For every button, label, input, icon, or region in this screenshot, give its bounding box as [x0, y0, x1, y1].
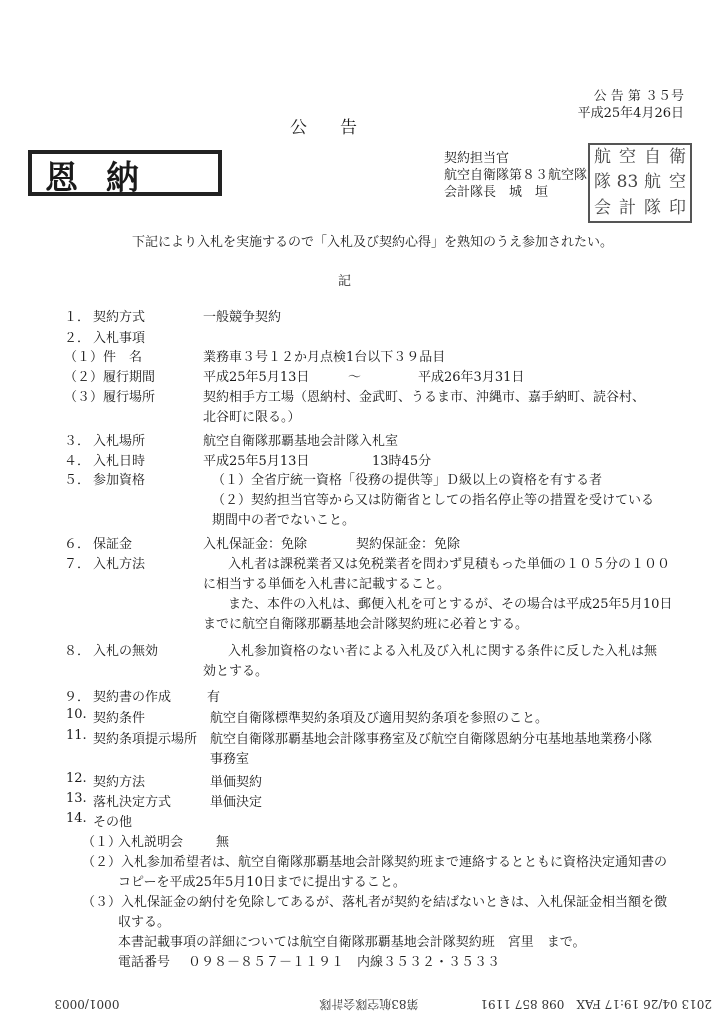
bid-method-line: また、本件の入札は、郵便入札を可とするが、その場合は平成25年5月10日 [228, 597, 673, 612]
other-2-line: （２）入札参加希望者は、航空自衛隊那覇基地会計隊契約班まで連絡するとともに資格決定通知書の [82, 855, 668, 870]
item-number: ５． [64, 473, 91, 488]
item-number: ２． [64, 331, 91, 346]
sub-number: （２） [64, 370, 104, 385]
other-3-line: （３）入札保証金の納付を免除してあるが、落札者が契約を結ばないときは、入札保証金相当額を徴 [82, 895, 668, 910]
item-label: 入札場所 [93, 434, 146, 449]
contract-officer-role: 契約担当官 [444, 151, 510, 166]
contract-officer [444, 150, 587, 201]
item-number: １． [64, 310, 91, 325]
sub-label: 件 名 [103, 350, 143, 365]
sub-number: （１） [64, 350, 104, 365]
item-label: 入札の無効 [93, 644, 159, 659]
item-value: 航空自衛隊那覇基地会計隊事務室及び航空自衛隊恩納分屯基地基地業務小隊 [210, 732, 653, 747]
contract-officer-unit: 航空自衛隊第８３航空隊 [444, 168, 588, 183]
item-number: ８． [64, 644, 91, 659]
item-label: 落札決定方式 [93, 795, 172, 810]
notice-date: 平成25年4月26日 [577, 106, 684, 121]
bid-deposit: 入札保証金：免除 [203, 537, 308, 552]
invalid-bid-line: 効とする。 [203, 664, 269, 679]
item-value: 一般競争契約 [203, 310, 282, 325]
qualification-2-cont: 期間中の者でないこと。 [212, 513, 356, 528]
item-label: 入札方法 [93, 557, 146, 572]
item-label: 契約方法 [93, 775, 146, 790]
sub-number: （３） [64, 390, 104, 405]
item-label: 契約方式 [93, 310, 146, 325]
fax-pages: 0001/0003 [54, 997, 120, 1011]
fax-footer [12, 996, 712, 1013]
qualification-1: （１）全省庁統一資格「役務の提供等」Ｄ級以上の資格を有する者 [212, 473, 603, 488]
item-label: 契約書の作成 [93, 690, 172, 705]
detail-contact: 本書記載事項の詳細については航空自衛隊那覇基地会計隊契約班 宮里 まで。 [118, 935, 586, 950]
item-label: 入札事項 [93, 331, 146, 346]
other-3-line: 収する。 [118, 915, 171, 930]
bid-time: 13時45分 [372, 454, 432, 469]
notice-number-block [578, 88, 684, 122]
item-number: ４． [64, 454, 91, 469]
sub-value: 業務車３号１２か月点検1台以下３９品目 [203, 350, 446, 365]
sub-label: 履行場所 [103, 390, 156, 405]
item-label: 保証金 [93, 537, 133, 552]
item-number: 10. [66, 707, 87, 722]
item-value-cont: 事務室 [210, 752, 250, 767]
tel-value: ０９８－８５７－１１９１ 内線３５３２・３５３３ [188, 955, 501, 970]
intro-text: 下記により入札を実施するので「入札及び契約心得」を熟知のうえ参加されたい。 [132, 235, 614, 250]
sub-value: 無 [216, 835, 230, 850]
bid-method-line: に相当する単価を入札書に記載すること。 [203, 577, 451, 592]
item-label: 入札日時 [93, 454, 146, 469]
bid-date: 平成25年5月13日 [203, 454, 310, 469]
contract-officer-name: 会計隊長 城 垣 [444, 185, 549, 200]
official-seal: 航 空 自 衛 隊 83 航 空 会 計 隊 印 [588, 143, 692, 223]
other-2-line: コピーを平成25年5月10日までに提出すること。 [118, 875, 406, 890]
invalid-bid-line: 入札参加資格のない者による入札及び入札に関する条件に反した入札は無 [228, 644, 658, 659]
period-from: 平成25年5月13日 [203, 370, 310, 385]
fax-header: 2013 04/26 19:17 FAX 098 857 1191 [480, 997, 712, 1011]
notice-number: 公 告 第 ３５号 [593, 89, 684, 104]
onou-heading: 恩納 [45, 158, 167, 197]
item-number: ３． [64, 434, 91, 449]
item-number: ９． [64, 690, 91, 705]
period-separator: ～ [348, 370, 362, 385]
item-number: ７． [64, 557, 91, 572]
item-label: その他 [93, 815, 133, 830]
sub-number: （１） [82, 835, 122, 850]
contract-deposit: 契約保証金：免除 [356, 537, 461, 552]
sub-value: 契約相手方工場（恩納村、金武町、うるま市、沖縄市、嘉手納町、読谷村、 [203, 390, 646, 405]
sub-label: 入札説明会 [118, 835, 184, 850]
sub-label: 履行期間 [103, 370, 156, 385]
fax-sender: 第83航空隊会計隊 [319, 997, 419, 1011]
item-number: 11. [66, 728, 87, 743]
bid-method-line: 入札者は課税業者又は免税業者を問わず見積もった単価の１０５分の１００ [228, 557, 671, 572]
item-value: 有 [207, 690, 221, 705]
item-value: 単価決定 [210, 795, 263, 810]
item-number: 14. [66, 811, 87, 826]
item-value: 航空自衛隊那覇基地会計隊入札室 [203, 434, 399, 449]
bid-method-line: までに航空自衛隊那覇基地会計隊契約班に必着とする。 [203, 617, 529, 632]
item-label: 契約条件 [93, 711, 146, 726]
ki-heading: 記 [338, 274, 352, 289]
item-number: 13. [66, 791, 87, 806]
item-value: 単価契約 [210, 775, 263, 790]
sub-value-cont: 北谷町に限る。） [203, 410, 301, 425]
page-title: 公 告 [290, 118, 365, 138]
item-value: 航空自衛隊標準契約条項及び適用契約条項を参照のこと。 [210, 711, 549, 726]
item-label: 参加資格 [93, 473, 146, 488]
item-number: 12. [66, 771, 87, 786]
qualification-2: （２）契約担当官等から又は防衛省としての指名停止等の措置を受けている [212, 493, 655, 508]
tel-label: 電話番号 [118, 955, 171, 970]
period-to: 平成26年3月31日 [418, 370, 525, 385]
item-label: 契約条項提示場所 [93, 732, 198, 747]
item-number: ６． [64, 537, 91, 552]
